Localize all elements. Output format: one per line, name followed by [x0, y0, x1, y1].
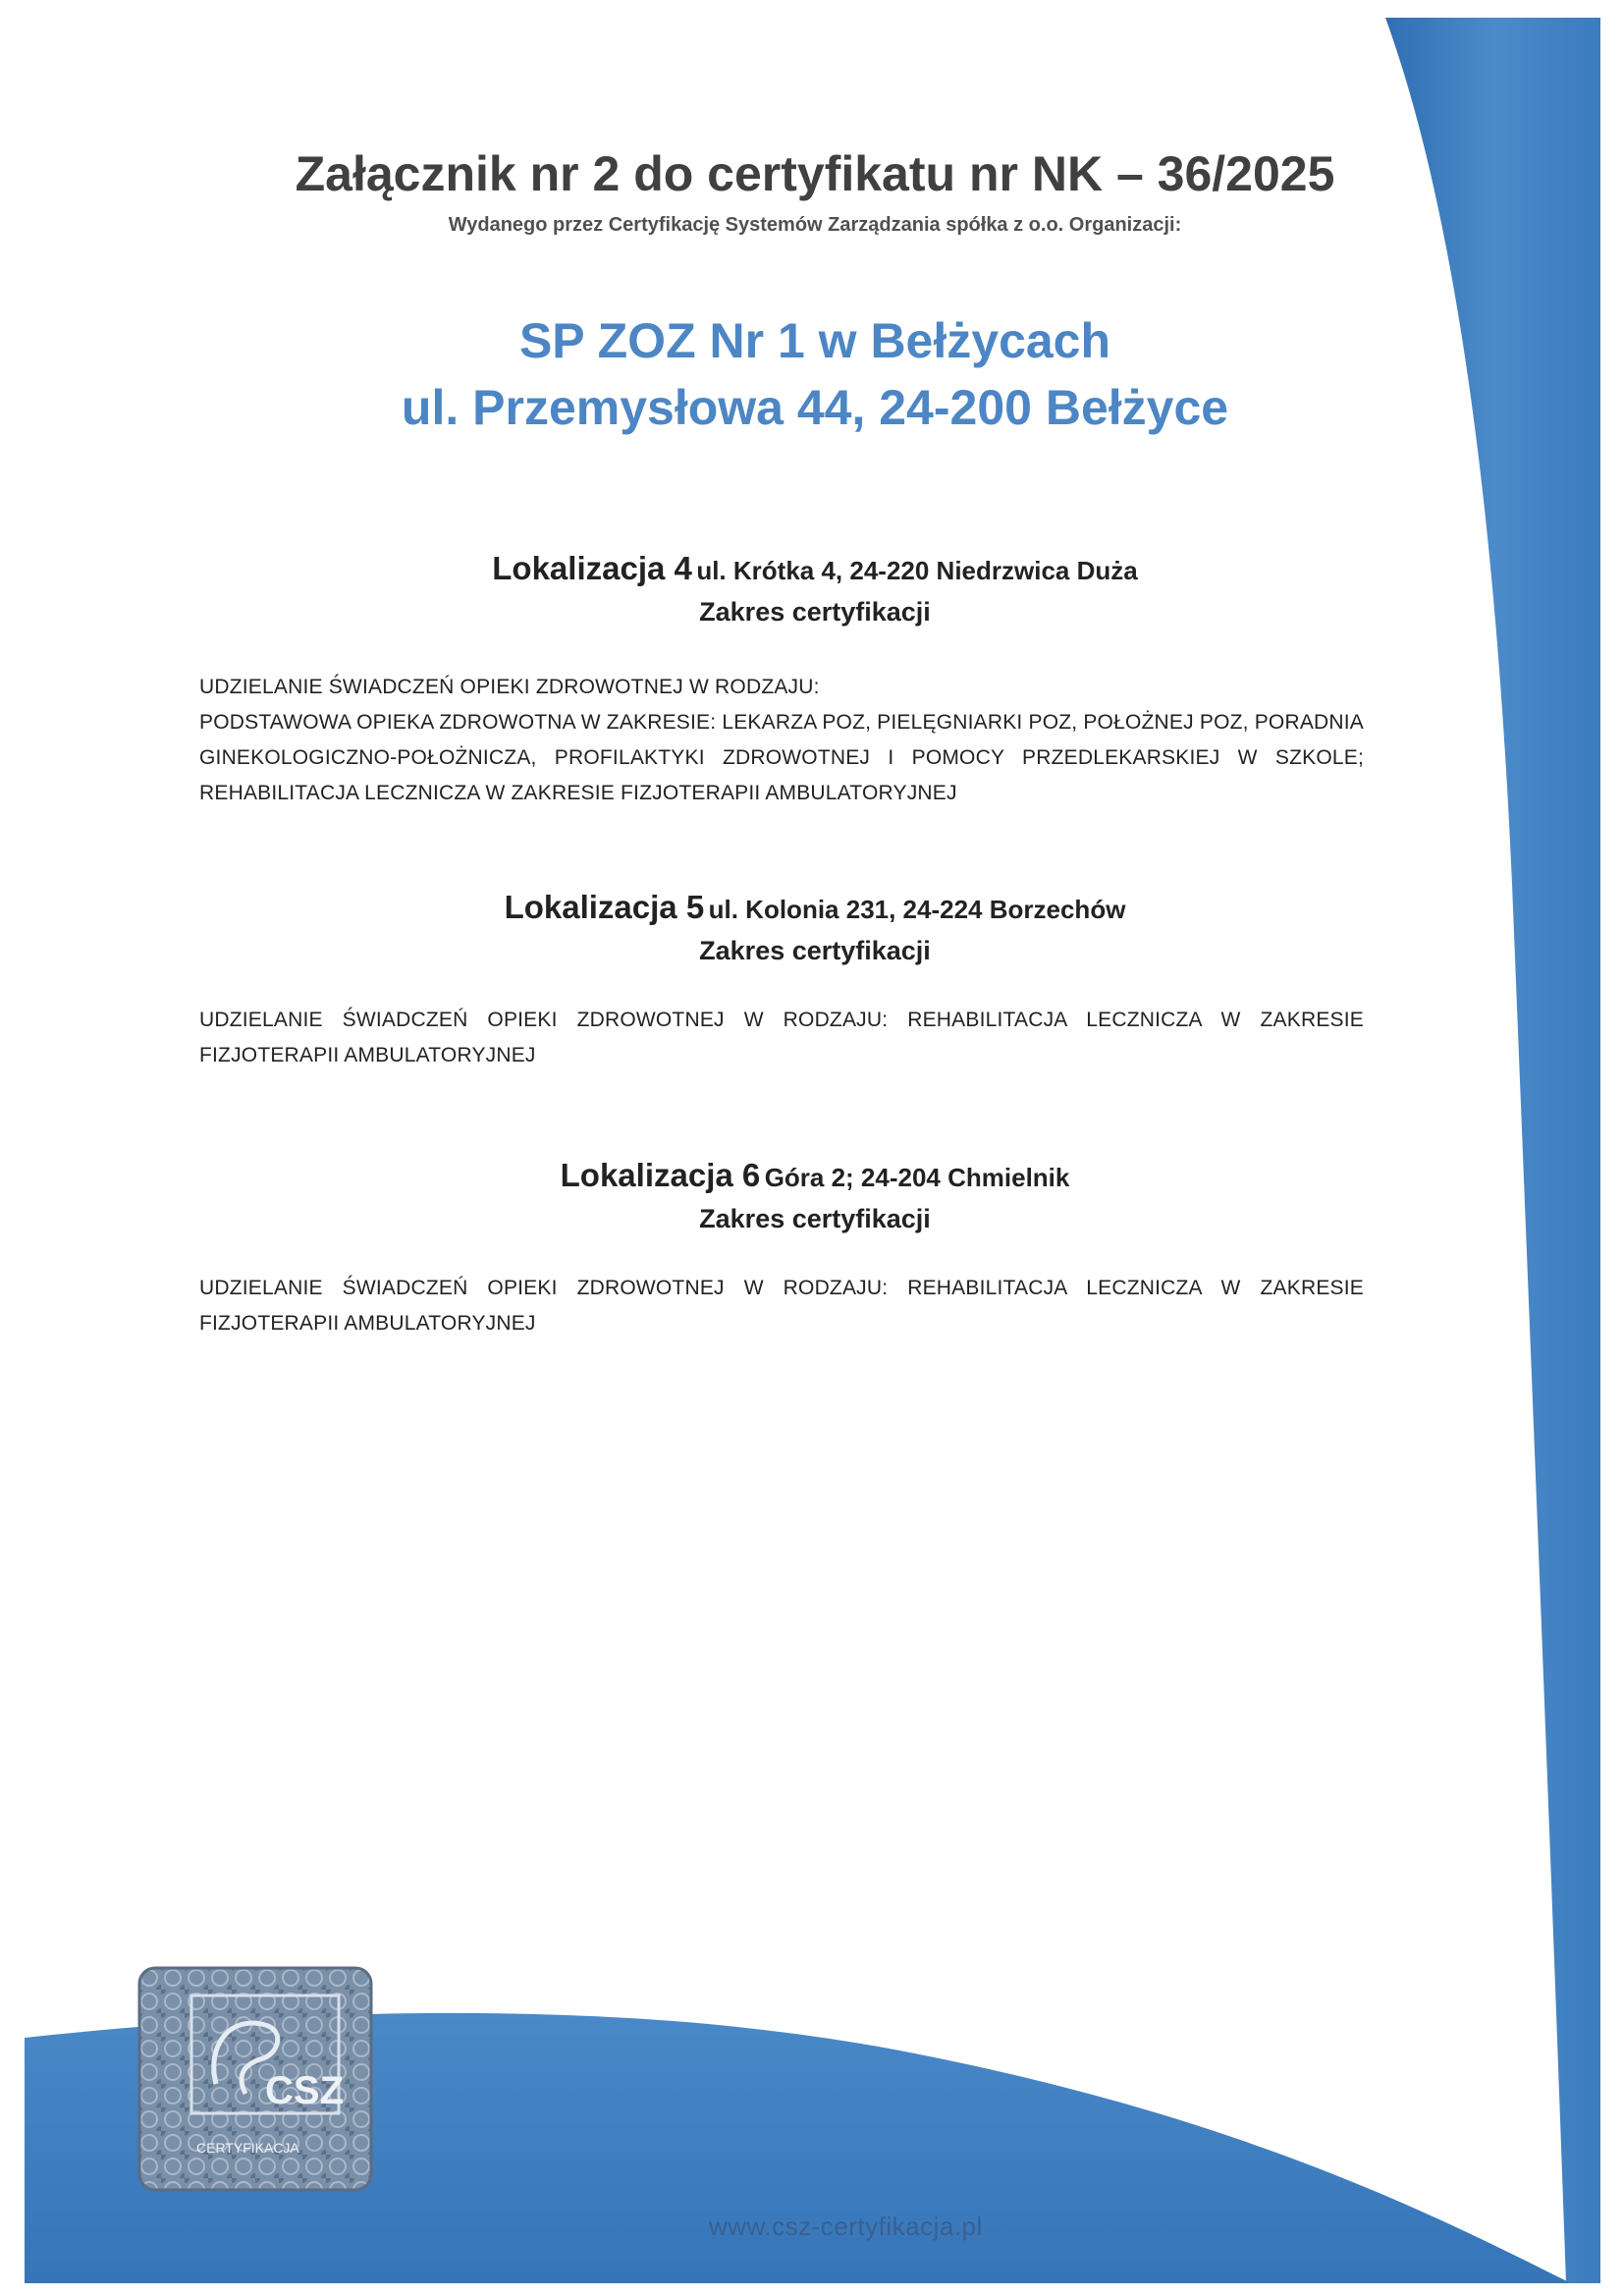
location-address: ul. Krótka 4, 24-220 Niedrzwica Duża	[696, 556, 1138, 585]
location-heading	[0, 889, 1623, 926]
footer-website-link[interactable]: www.csz-certyfikacja.pl	[709, 2212, 983, 2241]
hologram-seal-icon	[137, 1966, 373, 2192]
location-heading	[0, 550, 1623, 587]
scope-line: PODSTAWOWA OPIEKA ZDROWOTNA W ZAKRESIE: LEKARZA POZ, PIELĘGNIARKI POZ, POŁOŻNEJ POZ, PORADNIA GINEKOLOGICZNO-POŁOŻNICZA, PROFILAKTYKI ZDROWOTNEJ I POMOCY PRZEDLEKARSKIEJ W SZKOLE; REHABILITACJA LECZNICZA W ZAKRESIE FIZJOTERAPII AMBULATORYJNEJ	[199, 711, 1364, 804]
location-address: Góra 2; 24-204 Chmielnik	[764, 1163, 1070, 1192]
scope-line: UDZIELANIE ŚWIADCZEŃ OPIEKI ZDROWOTNEJ W RODZAJU: REHABILITACJA LECZNICZA W ZAKRESIE FIZJOTERAPII AMBULATORYJNEJ	[199, 1009, 1364, 1066]
location-label: Lokalizacja 6	[560, 1157, 761, 1193]
organization-name: SP ZOZ Nr 1 w Bełżycach	[518, 313, 1111, 368]
organization-address: ul. Przemysłowa 44, 24-200 Bełżyce	[401, 380, 1229, 435]
scope-label: Zakres certyfikacji	[699, 1204, 931, 1233]
location-address: ul. Kolonia 231, 24-224 Borzechów	[708, 895, 1126, 924]
page-title: Załącznik nr 2 do certyfikatu nr NK – 36/2025	[295, 146, 1335, 201]
location-label: Lokalizacja 4	[492, 550, 692, 586]
scope-text	[199, 1271, 1364, 1341]
scope-label: Zakres certyfikacji	[699, 936, 931, 965]
page-subtitle: Wydanego przez Certyfikację Systemów Zarządzania spółka z o.o. Organizacji:	[448, 214, 1182, 236]
seal-logo-text: CSZ	[265, 2069, 344, 2112]
scope-line: UDZIELANIE ŚWIADCZEŃ OPIEKI ZDROWOTNEJ W RODZAJU:	[199, 676, 820, 698]
seal-caption: CERTYFIKACJA	[196, 2140, 299, 2156]
scope-text	[199, 1003, 1364, 1073]
scope-text	[199, 670, 1364, 811]
location-label: Lokalizacja 5	[504, 889, 705, 925]
location-heading	[0, 1157, 1623, 1194]
scope-line: UDZIELANIE ŚWIADCZEŃ OPIEKI ZDROWOTNEJ W RODZAJU: REHABILITACJA LECZNICZA W ZAKRESIE FIZJOTERAPII AMBULATORYJNEJ	[199, 1277, 1364, 1335]
scope-label: Zakres certyfikacji	[699, 597, 931, 627]
